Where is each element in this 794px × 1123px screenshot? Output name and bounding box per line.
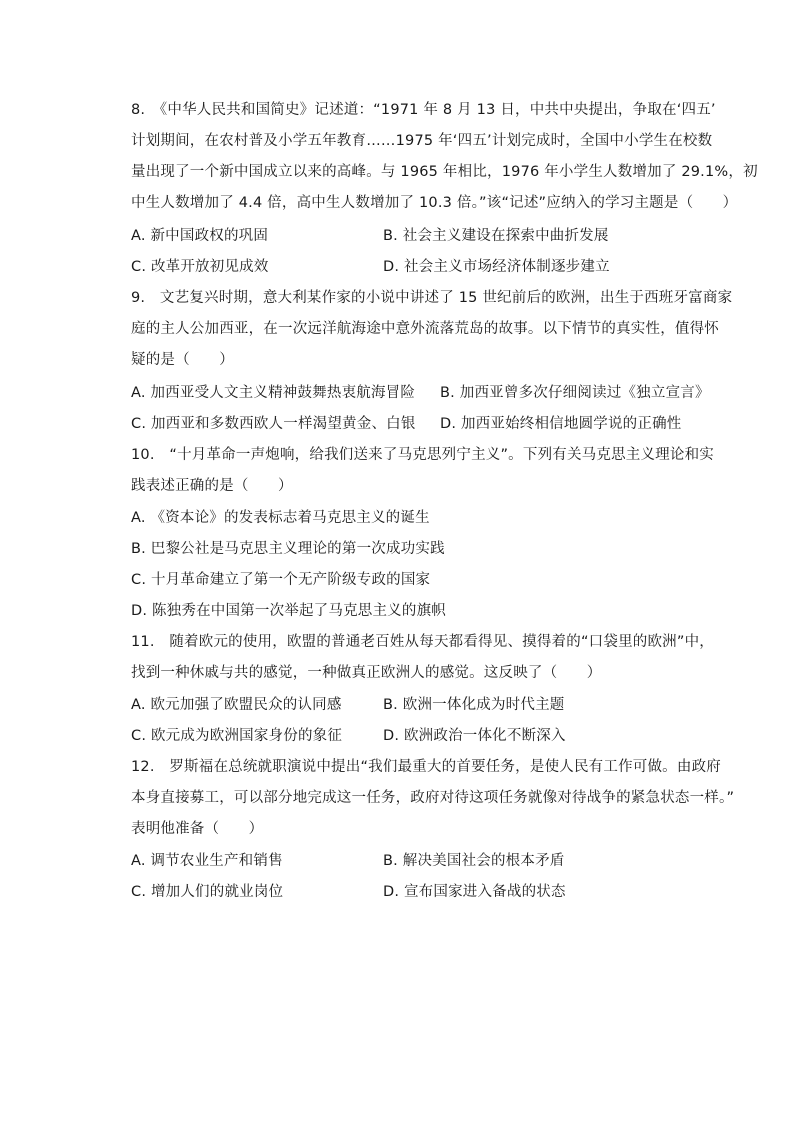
option-c: C. 增加人们的就业岗位 — [131, 884, 284, 900]
option-c: C. 十月革命建立了第一个无产阶级专政的国家 — [131, 572, 431, 588]
question-text-line: 8. 《中华人民共和国简史》记述道：“1971 年 8 月 13 日，中共中央提出，争取在‘四五’ — [131, 102, 716, 118]
option-b: B. 加西亚曾多次仔细阅读过《独立宣言》 — [440, 385, 710, 401]
option-d: D. 加西亚始终相信地圆学说的正确性 — [440, 416, 682, 432]
question-text-line: 12. 罗斯福在总统就职演说中提出“我们最重大的首要任务，是使人民有工作可做。由政府 — [131, 759, 721, 775]
option-c: C. 加西亚和多数西欧人一样渴望黄金、白银 — [131, 416, 416, 432]
option-c: C. 改革开放初见成效 — [131, 259, 269, 275]
option-a: A. 欧元加强了欧盟民众的认同感 — [131, 697, 342, 713]
option-d: D. 陈独秀在中国第一次举起了马克思主义的旗帜 — [131, 603, 446, 619]
option-a: A. 《资本论》的发表标志着马克思主义的诞生 — [131, 510, 430, 526]
question-text-line: 中生人数增加了 4.4 倍，高中生人数增加了 10.3 倍。”该“记述”应纳入的学习主题是（ ） — [131, 195, 738, 211]
question-text-line: 9. 文艺复兴时期，意大利某作家的小说中讲述了 15 世纪前后的欧洲，出生于西班牙富商家 — [131, 290, 733, 306]
question-text-line: 本身直接募工，可以部分地完成这一任务，政府对待这项任务就像对待战争的紧急状态一样。” — [131, 790, 735, 806]
question-text-line: 计划期间，在农村普及小学五年教育……1975 年‘四五’计划完成时，全国中小学生在校数 — [131, 133, 713, 149]
option-a: A. 调节农业生产和销售 — [131, 853, 283, 869]
option-c: C. 欧元成为欧洲国家身份的象征 — [131, 728, 343, 744]
question-text-line: 践表述正确的是（ ） — [131, 478, 293, 494]
question-text-line: 疑的是（ ） — [131, 352, 234, 368]
option-d: D. 欧洲政治一体化不断深入 — [383, 728, 566, 744]
option-b: B. 社会主义建设在探索中曲折发展 — [383, 228, 609, 244]
question-text-line: 11. 随着欧元的使用，欧盟的普通老百姓从每天都看得见、摸得着的“口袋里的欧洲”中， — [131, 634, 714, 650]
option-b: B. 巴黎公社是马克思主义理论的第一次成功实践 — [131, 541, 445, 557]
question-text-line: 表明他准备（ ） — [131, 821, 264, 837]
option-d: D. 宣布国家进入备战的状态 — [383, 884, 566, 900]
option-b: B. 欧洲一体化成为时代主题 — [383, 697, 565, 713]
question-text-line: 10. “十月革命一声炮响，给我们送来了马克思列宁主义”。下列有关马克思主义理论和实 — [131, 447, 714, 463]
question-text-line: 庭的主人公加西亚，在一次远洋航海途中意外流落荒岛的故事。以下情节的真实性，值得怀 — [131, 321, 719, 337]
option-a: A. 加西亚受人文主义精神鼓舞热衷航海冒险 — [131, 385, 416, 401]
question-text-line: 找到一种休戚与共的感觉，一种做真正欧洲人的感觉。这反映了（ ） — [131, 665, 602, 681]
option-d: D. 社会主义市场经济体制逐步建立 — [383, 259, 610, 275]
question-text-line: 量出现了一个新中国成立以来的高峰。与 1965 年相比，1976 年小学生人数增加了 29.1%，初 — [131, 164, 758, 180]
option-b: B. 解决美国社会的根本矛盾 — [383, 853, 565, 869]
option-a: A. 新中国政权的巩固 — [131, 228, 269, 244]
